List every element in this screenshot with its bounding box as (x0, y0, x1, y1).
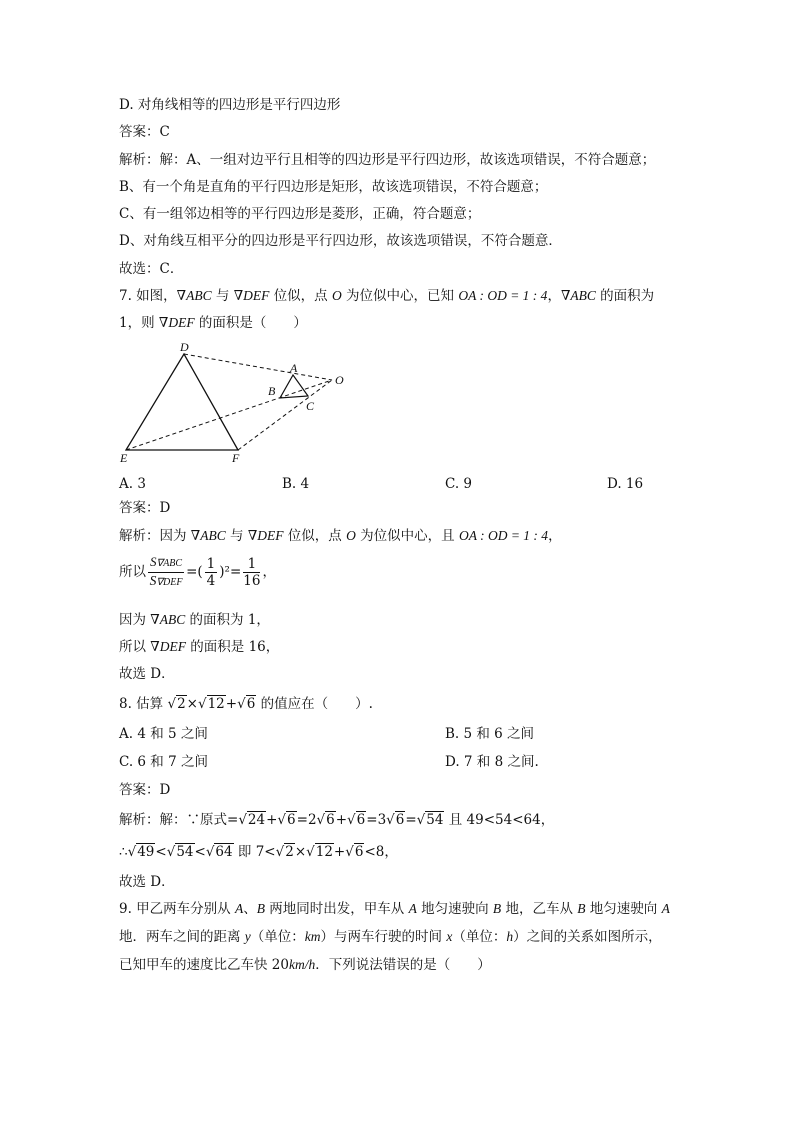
label-c: C (306, 399, 315, 413)
q8-stem: 8. 估算 √2×√12+√6 的值应在（ ）. (119, 696, 373, 712)
q8-option-b: B. 5 和 6 之间 (445, 726, 535, 742)
q6-explanation-2: B、有一个角是直角的平行四边形是矩形，故该选项错误，不符合题意； (119, 179, 548, 195)
q8-conclusion: 故选 D． (119, 874, 175, 890)
q7-conclusion: 故选 D． (119, 666, 175, 682)
q7-option-c: C. 9 (445, 476, 473, 492)
label-o: O (335, 373, 344, 387)
q6-explanation-4: D、对角线互相平分的四边形是平行四边形，故该选项错误，不符合题意． (119, 233, 562, 249)
label-a: A (290, 361, 298, 375)
q8-explanation-1: 解析：解：∵原式=√24+√6=2√6+√6=3√6=√54 且 49<54<64， (119, 812, 555, 828)
q8-answer: 答案：D (119, 782, 171, 798)
dashed-line-oe (126, 380, 332, 450)
label-f: F (232, 451, 240, 465)
q7-option-b: B. 4 (282, 476, 310, 492)
q7-figure (116, 338, 356, 468)
q6-explanation-1: 解析：解：A、一组对边平行且相等的四边形是平行四边形，故该选项错误，不符合题意； (119, 152, 656, 168)
q7-area-ratio-formula: 所以 $\frac{\text{S∇ABC}}{\text{S∇DEF}}$ =( $\frac{1}{4}$ )²= $\frac{1}{16}$ ， (119, 554, 276, 589)
q6-option-d: D. 对角线相等的四边形是平行四边形 (119, 97, 341, 113)
area-ratio-fraction: $\frac{\text{S∇ABC}}{\text{S∇DEF}}$ (149, 554, 183, 588)
q7-explanation-3: 因为 ∇ABC 的面积为 1， (119, 612, 270, 628)
q8-explanation-2: ∴√49<√54<√64 即 7<√2×√12+√6<8， (119, 844, 398, 860)
q9-stem-line1: 9. 甲乙两车分别从 A、B 两地同时出发，甲车从 A 地匀速驶向 B 地，乙车从 B 地匀速驶向 A (119, 901, 670, 917)
q8-option-c: C. 6 和 7 之间 (119, 754, 208, 770)
dashed-line-od (184, 354, 332, 380)
q9-stem-line3: 已知甲车的速度比乙车快 20km/h．下列说法错误的是（ ） (119, 957, 491, 973)
dashed-line-of (238, 380, 332, 450)
q7-explanation-4: 所以 ∇DEF 的面积是 16， (119, 639, 280, 655)
q7-option-d: D. 16 (607, 476, 644, 492)
q7-option-a: A. 3 (119, 476, 146, 492)
label-d: D (180, 340, 189, 354)
triangle-def (126, 354, 238, 450)
q7-stem-line2: 1，则 ∇DEF 的面积是（ ） (119, 315, 307, 331)
fraction-one-fourth: $\frac{1}{4}$ (206, 556, 216, 589)
q8-option-a: A. 4 和 5 之间 (119, 726, 208, 742)
q6-conclusion: 故选：C． (119, 261, 184, 277)
q7-stem-line1: 7. 如图，∇ABC 与 ∇DEF 位似，点 O 为位似中心，已知 OA : OD = 1 : 4，∇ABC 的面积为 (119, 288, 655, 304)
q6-answer: 答案：C (119, 124, 170, 140)
q9-stem-line2: 地．两车之间的距离 y（单位：km）与两车行驶的时间 x（单位：h）之间的关系如图所示， (119, 929, 662, 945)
q7-answer: 答案：D (119, 500, 171, 516)
q7-explanation-1: 解析：因为 ∇ABC 与 ∇DEF 位似，点 O 为位似中心，且 OA : OD = 1 : 4， (119, 528, 562, 544)
label-b: B (268, 384, 276, 398)
q6-explanation-3: C、有一组邻边相等的平行四边形是菱形，正确，符合题意； (119, 206, 481, 222)
triangle-abc (280, 375, 308, 398)
label-e: E (120, 451, 128, 465)
fraction-one-sixteenth: $\frac{1}{16}$ (243, 556, 261, 589)
q8-option-d: D. 7 和 8 之间. (445, 754, 539, 770)
